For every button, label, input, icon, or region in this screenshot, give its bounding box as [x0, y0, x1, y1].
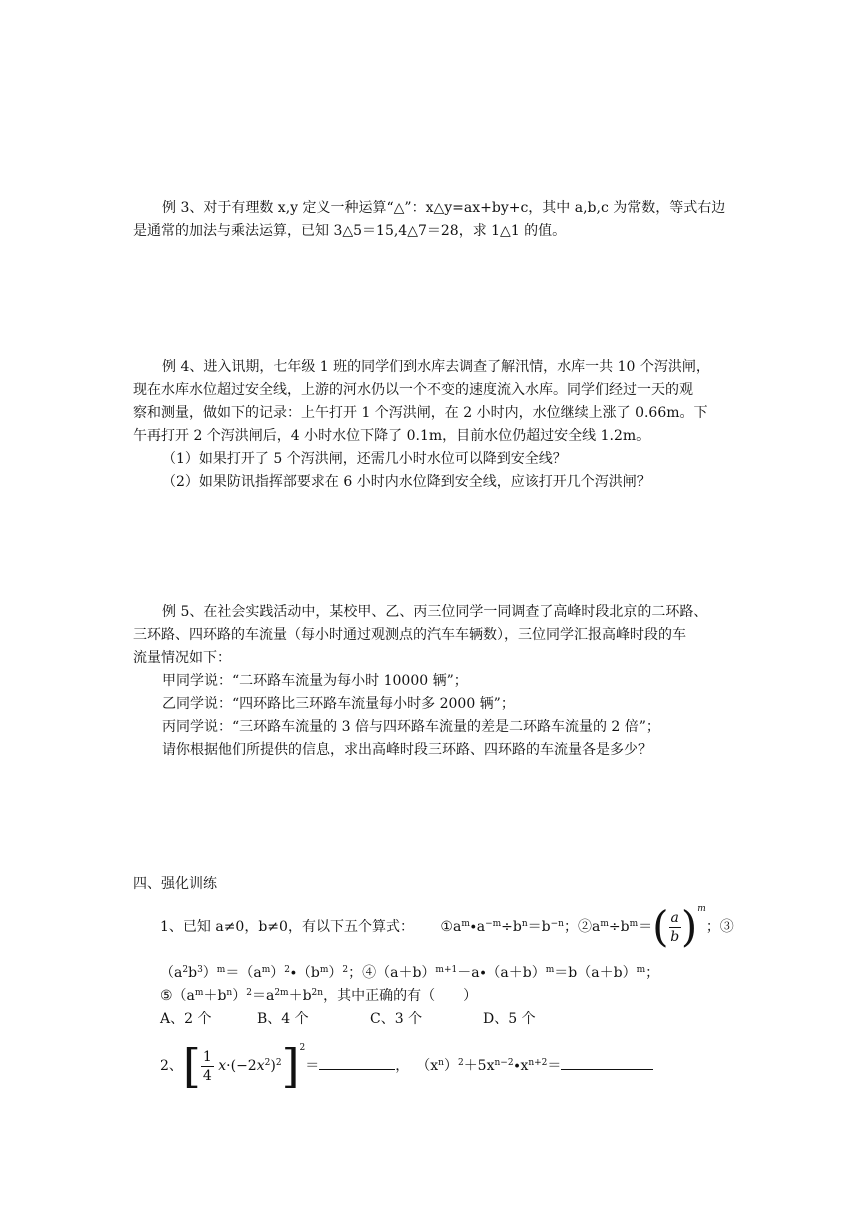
example-5-statement-c: 丙同学说：“三环路车流量的 3 倍与四环路车流量的差是二环路车流量的 2 倍”； [162, 719, 660, 735]
example-5-question: 请你根据他们所提供的信息，求出高峰时段三环路、四环路的车流量各是多少？ [162, 742, 652, 758]
example-4 [133, 356, 733, 494]
example-5 [133, 601, 733, 762]
option-a: A、2 个 [160, 1011, 212, 1027]
example-4-line-4: 午再打开 2 个泻洪闸后，4 小时水位下降了 0.1m，目前水位仍超过安全线 1.2m。 [133, 428, 651, 444]
problem-1-intro: 1、已知 a≠0，b≠0，有以下五个算式： [160, 919, 414, 935]
problem-2: 2、[ $\frac{1}{4}$ $x\cdot(-2x^2)^2]^2=$ ， $(x^n)^2+5x^{n-2}\cdot x^{n+2}=$ [160, 1038, 780, 1094]
example-4-line-2: 现在水库水位超过安全线，上游的河水仍以一个不变的速度流入水库。同学们经过一天的观 [133, 382, 693, 398]
example-4-line-1: 例 4、进入讯期，七年级 1 班的同学们到水库去调查了解汛情，水库一共 10 个泻洪闸， [162, 359, 710, 375]
answer-blank-1[interactable] [319, 1055, 395, 1070]
example-4-question-1: （1）如果打开了 5 个泻洪闸，还需几小时水位可以降到安全线？ [162, 451, 567, 467]
problem-2-expression: [ $\frac{1}{4}$ $x\cdot(-2x^2)^2]^2$ [182, 1039, 306, 1093]
example-4-line-3: 察和测量，做如下的记录：上午打开 1 个泻洪闸，在 2 小时内，水位继续上涨了 0.66m。下 [133, 405, 708, 421]
problem-1-line-3: $⑤(a^m+b^n)^2=a^{2m}+b^{2n}$，其中正确的有（ ） [160, 988, 478, 1004]
problem-2-label: 2、 [160, 1058, 183, 1074]
example-5-line-2: 三环路、四环路的车流量（每小时通过观测点的汽车车辆数），三位同学汇报高峰时段的车 [133, 627, 686, 643]
answer-blank-2[interactable] [561, 1055, 653, 1070]
problem-1-line-1 [160, 901, 780, 953]
example-4-question-2: （2）如果防讯指挥部要求在 6 小时内水位降到安全线，应该打开几个泻洪闸？ [162, 474, 651, 490]
problem-2-separator: ， [395, 1058, 410, 1074]
section-4-heading: 四、强化训练 [133, 876, 217, 892]
problem-1-line-3-tail: ，其中正确的有（ ） [323, 988, 478, 1004]
example-3 [133, 197, 733, 243]
option-c: C、3 个 [370, 1011, 423, 1027]
example-5-line-1: 例 5、在社会实践活动中，某校甲、乙、丙三位同学一同调查了高峰时段北京的二环路、 [162, 604, 708, 620]
example-5-statement-b: 乙同学说：“四环路比三环路车流量每小时多 2000 辆”； [162, 696, 515, 712]
example-5-line-3: 流量情况如下： [133, 650, 231, 666]
problem-1-line-2: $(a^2b^3)^m=(a^m)^2\cdot(b^m)^2$；$④(a+b)^{m+1}-a\cdot(a+b)^m=b(a+b)^m$； [160, 965, 660, 981]
problem-1-formula-1: $①a^m\cdot a^{-m}\div b^n=b^{-n}$；$②a^m\div b^m=$ [440, 919, 653, 935]
option-b: B、4 个 [257, 1011, 309, 1027]
problem-1-options [160, 1008, 780, 1031]
option-d: D、5 个 [483, 1011, 536, 1027]
fraction-a-over-b: ( $\frac{a}{b}$ )$^m$ [652, 902, 706, 951]
example-3-line-1: 例 3、对于有理数 x,y 定义一种运算“△”：x△y=ax+by+c，其中 a,b,c 为常数，等式右边 [162, 200, 726, 216]
example-3-line-2: 是通常的加法与乘法运算，已知 3△5＝15,4△7＝28，求 1△1 的值。 [133, 223, 567, 239]
problem-1-tail: ；③ [705, 919, 734, 935]
problem-2-expression-2: $(x^n)^2+5x^{n-2}\cdot x^{n+2}=$ [423, 1058, 562, 1074]
example-5-statement-a: 甲同学说：“二环路车流量为每小时 10000 辆”； [162, 673, 468, 689]
